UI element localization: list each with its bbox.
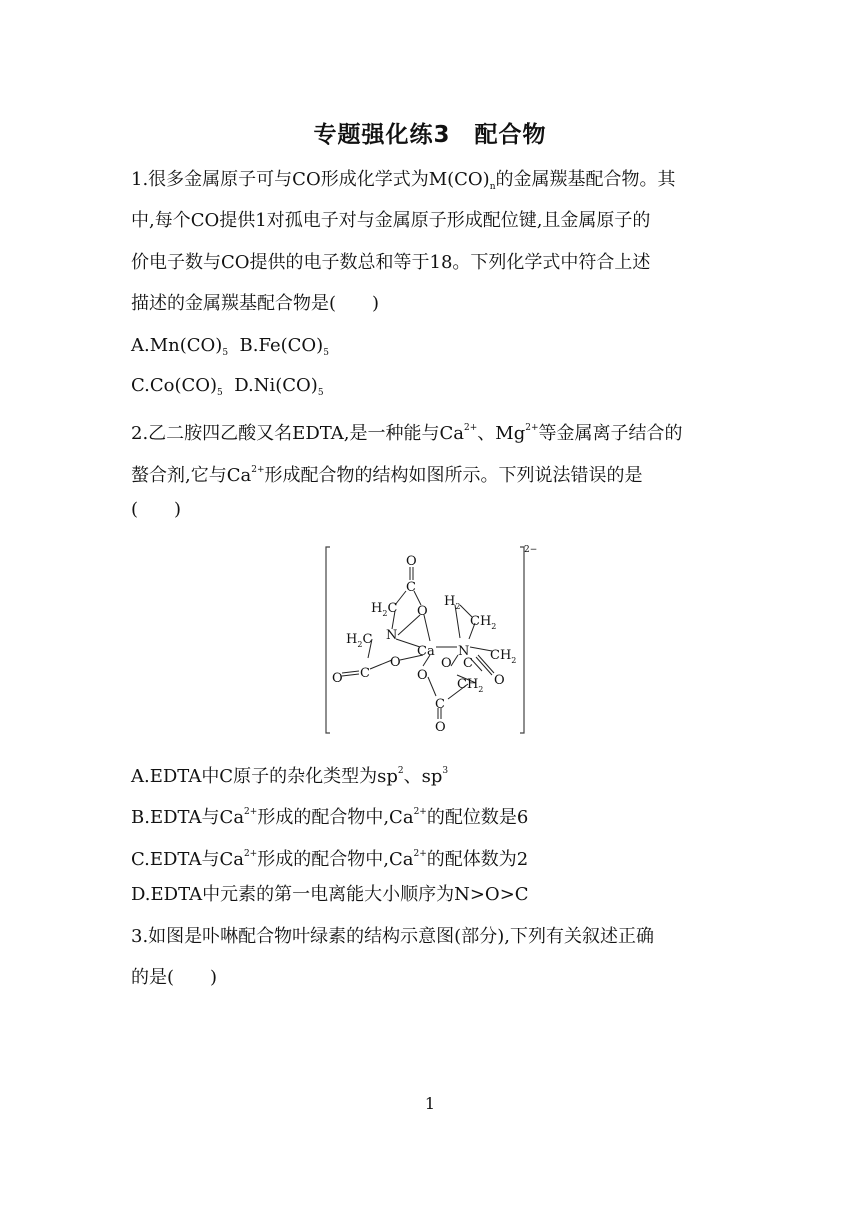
q3-line-2: 的是( ) — [131, 967, 218, 988]
q1-option-a: $A.Mn(CO)_5$ — [131, 335, 229, 358]
q1-line-4: 描述的金属羰基配合物是( ) — [131, 293, 380, 314]
q1-options-ab — [131, 334, 329, 365]
atom-o-center: O — [441, 656, 452, 671]
q2-line-2: 螯合剂,它与$Ca^{2+}$形成配合物的结构如图所示。下列说法错误的是 — [131, 465, 643, 486]
q2-option-d: D.EDTA中元素的第一电离能大小顺序为N>O>C — [131, 884, 529, 905]
atom-o-top: O — [406, 554, 417, 569]
atom-o-right-eq: O — [494, 673, 505, 688]
edta-ca-structure-figure — [324, 543, 544, 742]
atom-n-right: N — [458, 644, 470, 659]
atom-c-left-eq: C — [360, 666, 370, 681]
atom-h2c-left2: $H_2C$ — [346, 632, 373, 649]
atom-o-left-mid: O — [390, 655, 401, 670]
q2-line-1: 2.乙二胺四乙酸又名EDTA,是一种能与$Ca^{2+}$、$Mg^{2+}$等金属离子结合的 — [131, 423, 683, 444]
q2-option-b: B.EDTA与$Ca^{2+}$形成的配合物中$,Ca^{2+}$的配位数是6 — [131, 807, 529, 828]
atom-h2c-left1: $H_2C$ — [371, 601, 398, 618]
q1-option-d: $D.Ni(CO)_5$ — [234, 375, 324, 398]
q2-option-a: A.EDTA中C原子的杂化类型为$sp^2$、$sp^3$ — [131, 766, 449, 787]
atom-ch2-far-right: $CH_2$ — [490, 648, 517, 665]
right-bracket — [520, 547, 524, 733]
charge-label: 2− — [524, 545, 538, 555]
atom-ca: Ca — [417, 644, 435, 659]
page-number: 1 — [424, 1094, 436, 1113]
q1-line-1: 1.很多金属原子可与CO形成化学式为$M(CO)_n$的金属羰基配合物。其 — [131, 169, 676, 192]
left-bracket — [326, 547, 330, 733]
atom-ch2-lower: $CH_2$ — [457, 677, 484, 694]
q3-line-1: 3.如图是卟啉配合物叶绿素的结构示意图(部分),下列有关叙述正确 — [131, 926, 654, 947]
atom-h2-right-top: $H_2$ — [444, 594, 461, 611]
atom-c-center: C — [463, 656, 473, 671]
atom-c-bottom: C — [435, 697, 445, 712]
q1-options-cd — [131, 374, 324, 405]
q1-line-3: 价电子数与CO提供的电子数总和等于18。下列化学式中符合上述 — [131, 252, 651, 273]
atom-o-lower: O — [417, 668, 428, 683]
q1-option-b: $B.Fe(CO)_5$ — [239, 335, 329, 358]
atom-ch2-right: $CH_2$ — [470, 614, 497, 631]
q1-line-2: 中,每个CO提供1对孤电子对与金属原子形成配位键,且金属原子的 — [131, 210, 651, 231]
page-title: 专题强化练3 配合物 — [313, 122, 547, 148]
atom-c-top: C — [406, 580, 416, 595]
q1-option-c: $C.Co(CO)_5$ — [131, 375, 223, 398]
q2-line-3: ( ) — [131, 499, 182, 520]
atom-o-left-eq: O — [332, 671, 343, 686]
atom-o-bottom: O — [435, 720, 446, 735]
q2-option-c: C.EDTA与$Ca^{2+}$形成的配合物中$,Ca^{2+}$的配体数为2 — [131, 849, 529, 870]
atom-n-left: N — [386, 628, 398, 643]
atom-o-mid-top: O — [417, 604, 428, 619]
